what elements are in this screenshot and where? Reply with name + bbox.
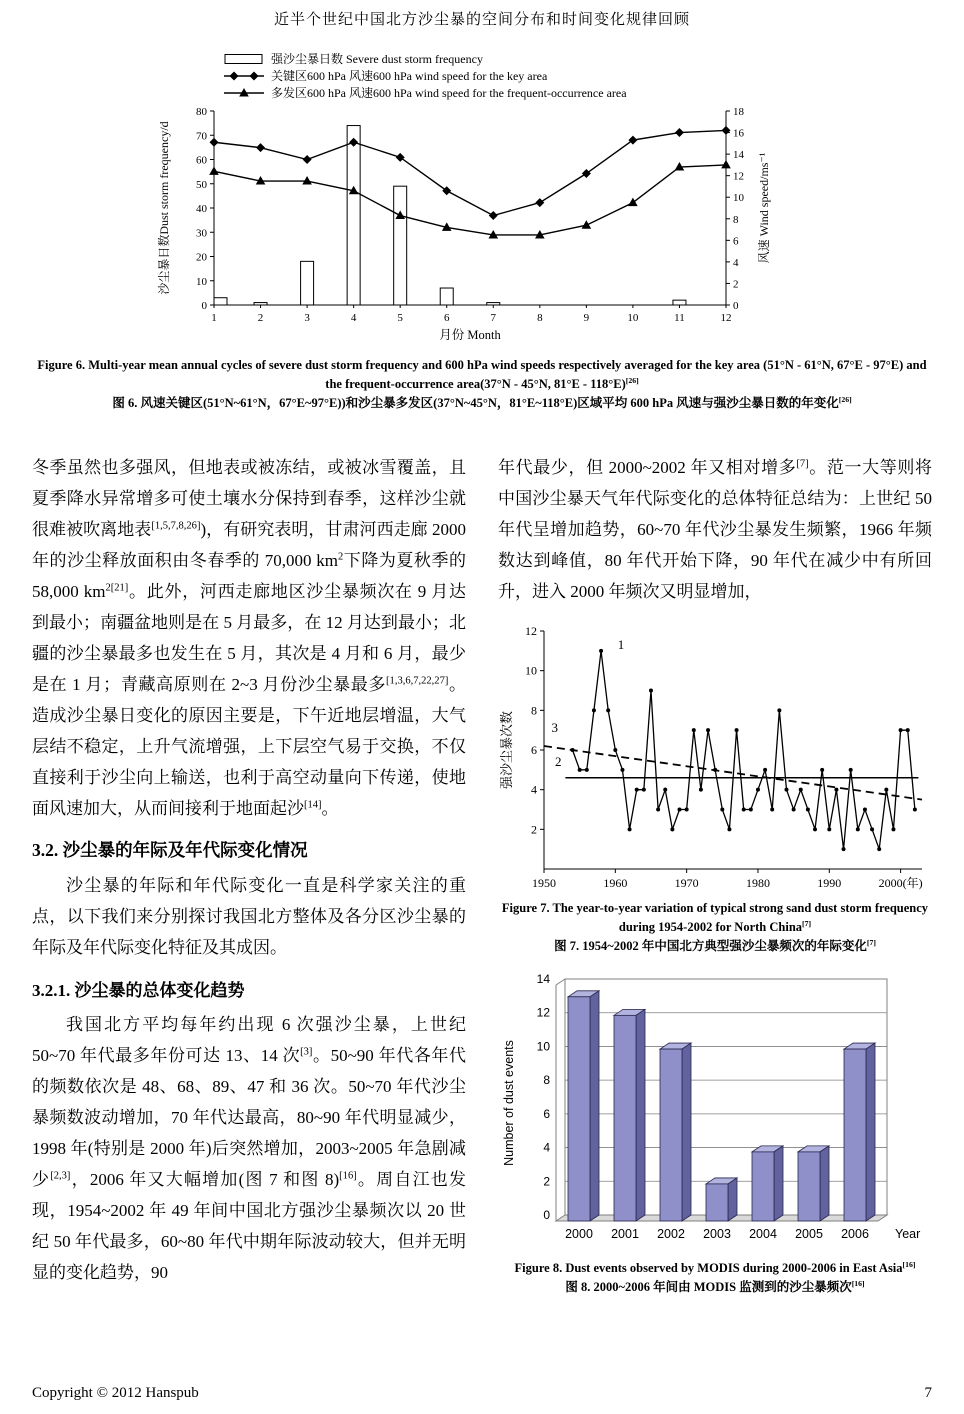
svg-text:2002: 2002 xyxy=(657,1227,685,1242)
svg-text:1: 1 xyxy=(211,312,217,324)
right-column xyxy=(498,452,932,1297)
svg-text:80: 80 xyxy=(196,106,207,118)
svg-text:70: 70 xyxy=(196,130,207,143)
svg-text:2000(年): 2000(年) xyxy=(878,876,923,890)
svg-text:沙尘暴日数Dust storm frequency/d: 沙尘暴日数Dust storm frequency/d xyxy=(157,121,171,295)
svg-text:4: 4 xyxy=(531,782,537,797)
svg-text:月份 Month: 月份 Month xyxy=(439,328,501,342)
svg-text:1970: 1970 xyxy=(674,876,699,890)
left-column xyxy=(32,452,466,1288)
paragraph-overall-trend: 我国北方平均每年约出现 6 次强沙尘暴，上世纪 50~70 年代最多年份可达 13、14 次[3]。50~90 年代各年代的频数依次是 48、68、89、47 和 36 次。50~70 年代沙尘暴频数波动增加，70 年代达最高，80~90 年代明显减少，1998 年(特别是 2000 年)后突然增加，2003~2005 年急剧减少[2,3]，2006 年又大幅增加(图 7 和图 8)[16]。周自江也发现，1954~2002 年 49 年间中国北方强沙尘暴频次以 20 世纪 50 年代最多，60~80 年代中期年际波动较大，但并无明显的变化趋势，90 xyxy=(32,1015,467,1282)
svg-text:40: 40 xyxy=(196,203,207,215)
svg-text:14: 14 xyxy=(733,149,744,162)
svg-text:1980: 1980 xyxy=(745,876,770,890)
svg-text:7: 7 xyxy=(490,312,497,324)
svg-text:6: 6 xyxy=(543,1107,550,1122)
legend-label: 强沙尘暴日数 Severe dust storm frequency xyxy=(271,52,483,66)
svg-text:8: 8 xyxy=(531,703,537,718)
section-heading-3-2: 3.2. 沙尘暴的年际及年代际变化情况 xyxy=(32,840,308,860)
page-footer xyxy=(32,1385,932,1402)
figure6-caption-en: Figure 6. Multi-year mean annual cycles of severe dust storm frequency and 600 hPa wind speeds respectively averaged for the key area (51°N - 61°N, 67°E - 97°E) and the frequent-occurrence area(37°N - 45°N, 81°E - 118°E)[26] xyxy=(37,358,927,391)
svg-text:Number of dust events: Number of dust events xyxy=(502,1040,516,1167)
section-heading-3-2-1: 3.2.1. 沙尘暴的总体变化趋势 xyxy=(32,981,245,1000)
svg-text:4: 4 xyxy=(543,1140,550,1155)
svg-text:1: 1 xyxy=(617,636,625,652)
svg-text:0: 0 xyxy=(733,300,739,312)
figure8-chart xyxy=(498,971,932,1259)
svg-text:2: 2 xyxy=(555,753,562,769)
svg-text:0: 0 xyxy=(543,1208,550,1223)
svg-text:2: 2 xyxy=(733,278,739,291)
paragraph-decadal-summary: 年代最少，但 2000~2002 年又相对增多[7]。范一大等则将中国沙尘暴天气年代际变化的总体特征总结为：上世纪 50 年代呈增加趋势，60~70 年代沙尘暴发生频繁，1966 年频数达到峰值，80 年代开始下降，90 年代在减少中有所回升，进入 2000 年频次又明显增加， xyxy=(498,458,932,601)
svg-text:强沙尘暴次数: 强沙尘暴次数 xyxy=(499,710,514,790)
svg-text:12: 12 xyxy=(525,624,537,638)
legend-label: 多发区600 hPa 风速600 hPa wind speed for the frequent-occurrence area xyxy=(271,86,627,100)
svg-text:12: 12 xyxy=(536,1005,550,1020)
figure6-legend xyxy=(224,50,812,101)
svg-text:2: 2 xyxy=(543,1174,550,1189)
svg-text:4: 4 xyxy=(350,312,357,324)
svg-text:10: 10 xyxy=(196,275,207,288)
svg-text:3: 3 xyxy=(304,312,310,324)
figure6-chart xyxy=(152,101,792,343)
legend-label: 关键区600 hPa 风速600 hPa wind speed for the key area xyxy=(271,69,548,83)
page-number: 7 xyxy=(924,1385,932,1401)
svg-text:18: 18 xyxy=(733,106,744,118)
triangle-series-icon xyxy=(224,87,264,99)
svg-text:2006: 2006 xyxy=(841,1227,869,1242)
svg-text:10: 10 xyxy=(627,312,639,324)
page-title: 近半个世纪中国北方沙尘暴的空间分布和时间变化规律回顾 xyxy=(273,12,690,28)
svg-text:9: 9 xyxy=(583,312,590,324)
svg-text:60: 60 xyxy=(196,154,207,167)
svg-text:2: 2 xyxy=(531,822,537,837)
svg-text:8: 8 xyxy=(733,213,739,226)
figure6 xyxy=(32,50,932,412)
svg-text:2000: 2000 xyxy=(565,1227,593,1242)
svg-text:2: 2 xyxy=(257,312,264,324)
figure7-chart xyxy=(498,623,932,899)
svg-text:12: 12 xyxy=(733,170,744,183)
figure8 xyxy=(498,971,932,1297)
svg-text:2004: 2004 xyxy=(749,1227,777,1242)
svg-text:14: 14 xyxy=(536,972,550,987)
figure8-caption-en: Figure 8. Dust events observed by MODIS during 2000-2006 in East Asia[16] xyxy=(514,1260,916,1276)
svg-text:3: 3 xyxy=(551,720,558,736)
legend-item-severe-dust-storm xyxy=(224,50,812,67)
svg-text:1990: 1990 xyxy=(817,876,842,890)
svg-text:2001: 2001 xyxy=(611,1227,639,1242)
paragraph-winter-wind: 冬季虽然也多强风，但地表或被冻结，或被冰雪覆盖，且夏季降水异常增多可使土壤水分保持到春季，这样沙尘就很难被吹离地表[1,5,7,8,26])，有研究表明，甘肃河西走廊 2000 年的沙尘释放面积由冬春季的 70,000 $km^2$下降为夏秋季的 58,000 $km^{2[21]}$。此外，河西走廊地区沙尘暴频次在 9 月达到最小；南疆盆地则是在 5 月最多，在 12 月达到最小；北疆的沙尘暴最多也发生在 5 月，其次是 4 月和 6 月，最少是在 1 月；青藏高原则在 2~3 月份沙尘暴最多[1,3,6,7,22,27]。造成沙尘暴日变化的原因主要是，下午近地层增温，大气层结不稳定，上升气流增强，上下层空气易于交换，不仅直接利于沙尘向上输送，也利于高空动量向下传递，使地面风速加大，从而间接利于地面起沙[14]。 xyxy=(32,458,467,818)
svg-text:6: 6 xyxy=(733,235,739,248)
bar-series-icon xyxy=(224,53,264,65)
svg-text:50: 50 xyxy=(196,178,207,191)
svg-text:12: 12 xyxy=(720,312,732,324)
svg-text:8: 8 xyxy=(537,312,543,324)
svg-text:6: 6 xyxy=(531,743,537,757)
svg-text:6: 6 xyxy=(443,312,450,324)
svg-text:8: 8 xyxy=(543,1073,550,1088)
svg-text:11: 11 xyxy=(674,312,685,324)
figure7-caption-en: Figure 7. The year-to-year variation of typical strong sand dust storm frequency during 1954-2002 for North China[7] xyxy=(501,901,929,934)
svg-text:10: 10 xyxy=(733,192,744,205)
svg-text:10: 10 xyxy=(525,663,537,678)
svg-text:16: 16 xyxy=(733,127,744,140)
diamond-series-icon xyxy=(224,70,264,82)
svg-text:10: 10 xyxy=(536,1039,550,1054)
svg-text:1960: 1960 xyxy=(603,876,628,890)
legend-item-key-area-wind xyxy=(224,67,812,84)
svg-text:5: 5 xyxy=(397,312,403,324)
svg-text:30: 30 xyxy=(196,227,207,240)
svg-text:1950: 1950 xyxy=(532,876,556,890)
copyright-text: Copyright © 2012 Hanspub xyxy=(32,1385,199,1401)
figure7-caption-cn: 图 7. 1954~2002 年中国北方典型强沙尘暴频次的年际变化[7] xyxy=(554,937,876,953)
svg-text:0: 0 xyxy=(201,300,207,312)
figure7 xyxy=(498,623,932,955)
svg-text:2005: 2005 xyxy=(795,1227,823,1242)
svg-text:2003: 2003 xyxy=(703,1227,731,1242)
figure6-caption-cn: 图 6. 风速关键区(51°N~61°N，67°E~97°E))和沙尘暴多发区(37°N~45°N，81°E~118°E)区域平均 600 hPa 风速与强沙尘暴日数的年变化[26] xyxy=(112,394,852,410)
svg-text:风速 Wind speed/ms⁻¹: 风速 Wind speed/ms⁻¹ xyxy=(757,152,771,264)
paragraph-interannual-intro: 沙尘暴的年际和年代际变化一直是科学家关注的重点，以下我们来分别探讨我国北方整体及各分区沙尘暴的年际及年代际变化特征及其成因。 xyxy=(32,876,466,957)
figure8-caption-cn: 图 8. 2000~2006 年间由 MODIS 监测到的沙尘暴频次[16] xyxy=(565,1278,865,1294)
svg-text:4: 4 xyxy=(733,256,739,269)
svg-text:Year: Year xyxy=(895,1227,921,1242)
svg-text:20: 20 xyxy=(196,251,207,264)
legend-item-frequent-area-wind xyxy=(224,84,812,101)
